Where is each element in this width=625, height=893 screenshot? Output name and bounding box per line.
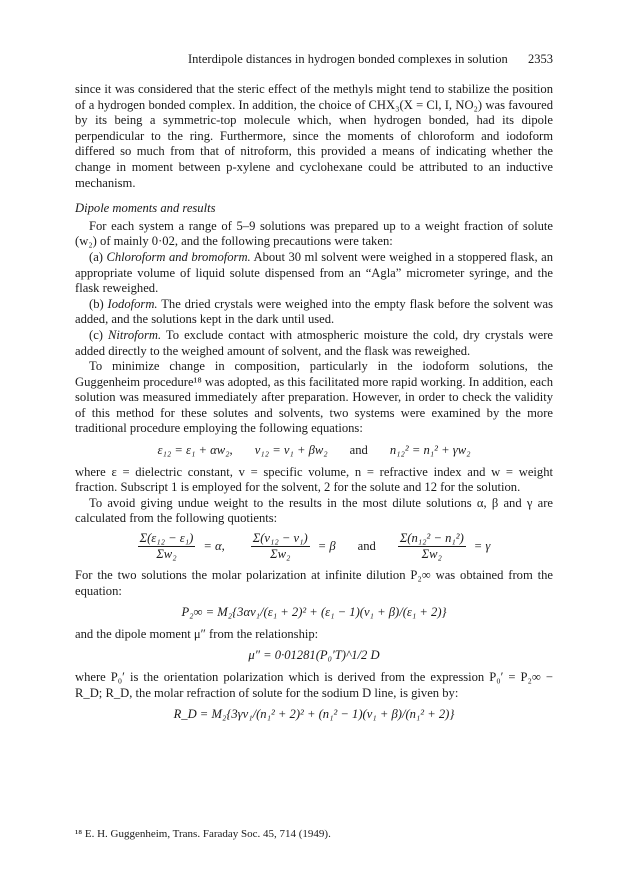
paragraph-guggenheim: To minimize change in composition, particularly in the iodoform solutions, the Guggenheim procedure¹⁸ was adopted, as this facilitated more rapid working. In addition, each solution was measured immediately after preparation. However, in order to check the validity of this method for these solutes and solvents, two systems were examined by the more traditional procedure employing the following equations: <box>75 359 553 436</box>
page-header <box>75 52 553 68</box>
result-beta: = β <box>317 538 336 553</box>
paragraph-continuation: since it was considered that the steric effect of the methyls might tend to stabilize the position of a hydrogen bonded complex. In addition, the choice of CHX₃(X = Cl, I, NO₂) was favoured by its being a symmetric-top molecule which, when hydrogen bonded, had its dipole perpendicular to the ring. Furthermore, since the moments of chloroform and iodoform differed so much from that of nitroform, this provided a means of indicating whether the change in moment between p-xylene and cyclohexane could be attributed to an inductive mechanism. <box>75 82 553 190</box>
paragraph-quotients: To avoid giving undue weight to the results in the most dilute solutions α, β and γ are calculated from the following quotients: <box>75 495 553 526</box>
equation-epsilon: ε₁₂ = ε₁ + αw₂, <box>157 443 233 458</box>
equation-quotients <box>75 531 553 562</box>
item-label: (c) <box>89 327 109 342</box>
fraction-denominator: Σw₂ <box>156 547 177 562</box>
equation-dipole-moment: μ″ = 0·01281(P₀′T)^1/2 D <box>248 648 380 663</box>
fraction-denominator: Σw₂ <box>270 547 291 562</box>
item-label: (b) <box>89 296 108 311</box>
paragraph-dipole: and the dipole moment μ″ from the relationship: <box>75 626 319 641</box>
item-label: (a) <box>89 249 107 264</box>
fraction-gamma <box>398 531 466 562</box>
item-text: About 30 ml solvent were weighed in a stoppered flask, an appropriate volume of liquid solute dispensed from an “Agla” micrometer syringe, and the flask reweighed. <box>75 249 554 296</box>
result-alpha: = α, <box>203 538 225 553</box>
article-body <box>75 82 553 729</box>
equation-and: and <box>349 443 368 458</box>
item-text: To exclude contact with atmospheric moisture the cold, dry crystals were added directly to the weighed amount of solvent, and the flask was reweighed. <box>75 327 553 358</box>
paragraph-definitions: where ε = dielectric constant, v = specific volume, n = refractive index and w = weight fraction. Subscript 1 is employed for the solvent, 2 for the solute and 12 for the solution. <box>75 464 553 495</box>
fraction-beta <box>251 531 310 562</box>
equation-molar-refraction: R_D = M₂{3γv₁/(n₁² + 2)² + (n₁² − 1)(v₁ + β)/(n₁² + 2)} <box>173 707 455 722</box>
item-title: Iodoform. <box>107 296 158 311</box>
page-number: 2353 <box>528 52 553 66</box>
equation-refractive: n₁₂² = n₁² + γw₂ <box>389 443 471 458</box>
fraction-numerator: Σ(v₁₂ − v₁) <box>252 531 308 546</box>
fraction-denominator: Σw₂ <box>421 547 442 562</box>
equation-and: and <box>357 538 376 553</box>
running-title: Interdipole distances in hydrogen bonded complexes in solution <box>188 52 508 66</box>
footnote: ¹⁸ E. H. Guggenheim, Trans. Faraday Soc. 45, 714 (1949). <box>75 828 331 840</box>
paragraph-orientation: where P₀′ is the orientation polarization which is derived from the expression P₀′ = P₂∞ − R_D; R_D, the molar refraction of solute for the sodium D line, is given by: <box>75 670 553 700</box>
item-text: The dried crystals were weighed into the empty flask before the solvent was added, and the solutions kept in the dark until used. <box>75 296 553 327</box>
list-item-nitroform <box>75 328 553 359</box>
paragraph-procedure: For each system a range of 5–9 solutions was prepared up to a weight fraction of solute (w₂) of mainly 0·02, and the following precautions were taken: <box>75 218 553 249</box>
fraction-numerator: Σ(ε₁₂ − ε₁) <box>139 531 194 546</box>
list-item-iodoform <box>75 297 553 328</box>
fraction-alpha <box>138 531 196 562</box>
equation-linear-fits <box>75 443 553 459</box>
equation-volume: v₁₂ = v₁ + βw₂ <box>254 443 328 458</box>
item-title: Chloroform and bromoform. <box>106 249 251 264</box>
result-gamma: = γ <box>473 538 491 553</box>
fraction-numerator: Σ(n₁₂² − n₁²) <box>399 531 464 546</box>
list-item-chloroform <box>75 250 553 297</box>
paragraph-polarization: For the two solutions the molar polarization at infinite dilution P₂∞ was obtained from the equation: <box>75 568 553 598</box>
equation-molar-polarization: P₂∞ = M₂{3αv₁/(ε₁ + 2)² + (ε₁ − 1)(v₁ + β)/(ε₁ + 2)} <box>181 605 447 620</box>
section-heading: Dipole moments and results <box>75 201 216 216</box>
item-title: Nitroform. <box>108 327 162 342</box>
